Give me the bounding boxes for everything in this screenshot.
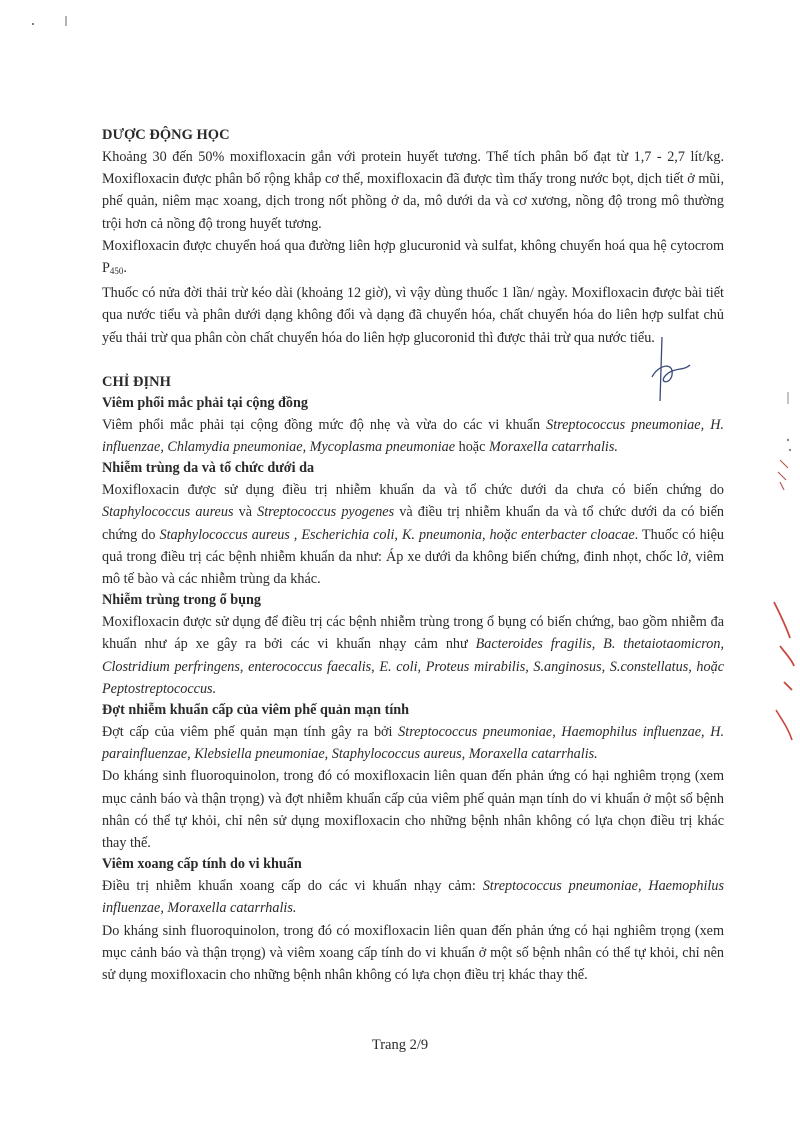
indications-heading: CHỈ ĐỊNH xyxy=(102,373,171,390)
sinusitis-paragraph-2: Do kháng sinh fluoroquinolon, trong đó có moxifloxacin liên quan đến phản ứng có hại nghiêm trọng (xem mục cảnh báo và thận trọng) và viêm xoang cấp tính do vi khuẩn ở một số bệnh nhân có thể tự khỏi, chỉ nên sử dụng moxifloxacin cho những bệnh nhân không có lựa chọn điều trị khác thay thế. xyxy=(102,922,724,984)
stamp-edge-marks xyxy=(766,390,800,750)
sinusitis-paragraph-1: Điều trị nhiễm khuẩn xoang cấp do các vi khuẩn nhạy cảm: Streptococcus pneumoniae, Haemophilus influenzae, Moraxella catarrhalis. xyxy=(102,878,724,917)
pharmacokinetics-section xyxy=(102,124,724,349)
skin-heading: Nhiễm trùng da và tổ chức dưới da xyxy=(102,460,315,477)
cap-paragraph: Viêm phổi mắc phải tại cộng đồng mức độ nhẹ và vừa do các vi khuẩn Streptococcus pneumoniae, H. influenzae, Chlamydia pneumoniae, Mycoplasma pneumoniae hoặc Moraxella catarrhalis. xyxy=(102,416,724,456)
pk-paragraph-3: Thuốc có nửa đời thải trừ kéo dài (khoảng 12 giờ), vì vậy dùng thuốc 1 lần/ ngày. Moxifloxacin được bài tiết qua nước tiểu và phân dưới dạng không đổi và dạng đã chuyển hóa, chất chuyển hóa do liên hợp sulfat chủ yếu thải trừ qua phân còn chất chuyển hóa do liên hợp glucoronid thì được thải trừ qua nước tiểu. xyxy=(102,285,724,346)
pharmacokinetics-heading: DƯỢC ĐỘNG HỌC xyxy=(102,127,230,143)
scan-specks xyxy=(30,12,90,32)
skin-paragraph: Moxifloxacin được sử dụng điều trị nhiễm khuẩn da và tổ chức dưới da chưa có biến chứng do Staphylococcus aureus và Streptococcus pyogenes và điều trị nhiễm khuẩn da và tổ chức dưới da có biến chứng do Staphylococcus aureus , Escherichia coli, K. pneumonia, hoặc enterbacter cloacae. Thuốc có hiệu quả trong điều trị các bệnh nhiễm khuẩn da như: Áp xe dưới da không biến chứng, đinh nhọt, chốc lở, viêm mô tế bào và các nhiễm trùng da khác. xyxy=(102,482,724,588)
page-number: Trang 2/9 xyxy=(371,1037,429,1053)
indications-section xyxy=(102,371,724,986)
pk-subscript: 450 xyxy=(109,266,124,277)
bronchitis-paragraph-1: Đợt cấp của viêm phế quản mạn tính gây ra bởi Streptococcus pneumoniae, Haemophilus influenzae, H. parainfluenzae, Klebsiella pneumoniae, Staphylococcus aureus, Moraxella catarrhalis. xyxy=(102,724,725,763)
pk-paragraph-1: Khoảng 30 đến 50% moxifloxacin gắn với protein huyết tương. Thể tích phân bố đạt từ 1,7 - 2,7 lít/kg. Moxifloxacin được phân bố rộng khắp cơ thể, moxifloxacin đã được tìm thấy trong nước bọt, dịch tiết ở mũi, phế quản, niêm mạc xoang, dịch trong nốt phồng ở da, mô dưới da và cơ xương, nồng độ trong mô thường trội hơn cả nồng độ trong huyết tương. xyxy=(102,149,724,232)
signature-mark xyxy=(640,335,700,405)
cap-heading: Viêm phổi mắc phải tại cộng đồng xyxy=(102,394,309,411)
pk-paragraph-2: Moxifloxacin được chuyển hoá qua đường liên hợp glucuronid và sulfat, không chuyển hoá qua hệ cytocrom $P_{450}$. xyxy=(102,237,724,277)
abdominal-heading: Nhiễm trùng trong ổ bụng xyxy=(102,592,261,609)
abdominal-paragraph: Moxifloxacin được sử dụng để điều trị các bệnh nhiễm trùng trong ổ bụng có biến chứng, bao gồm nhiễm đa khuẩn như áp xe gây ra bởi các vi khuẩn nhạy cảm như Bacteroides fragilis, B. thetaiotaomicron, Clostridium perfringens, enterococcus faecalis, E. coli, Proteus mirabilis, S.anginosus, S.constellatus, hoặc Peptostreptococcus. xyxy=(102,614,724,697)
document-page xyxy=(102,124,724,986)
bronchitis-heading: Đợt nhiễm khuẩn cấp của viêm phế quản mạn tính xyxy=(102,702,410,719)
bronchitis-paragraph-2: Do kháng sinh fluoroquinolon, trong đó có moxifloxacin liên quan đến phản ứng có hại nghiêm trọng (xem mục cảnh báo và thận trọng) và đợt nhiễm khuẩn cấp của viêm phế quản mạn tính do vi khuẩn ở một số bệnh nhân có thể tự khỏi, chỉ nên sử dụng moxifloxacin cho những bệnh nhân không có lựa chọn điều trị khác thay thế. xyxy=(102,768,724,852)
sinusitis-heading: Viêm xoang cấp tính do vi khuẩn xyxy=(102,856,302,873)
